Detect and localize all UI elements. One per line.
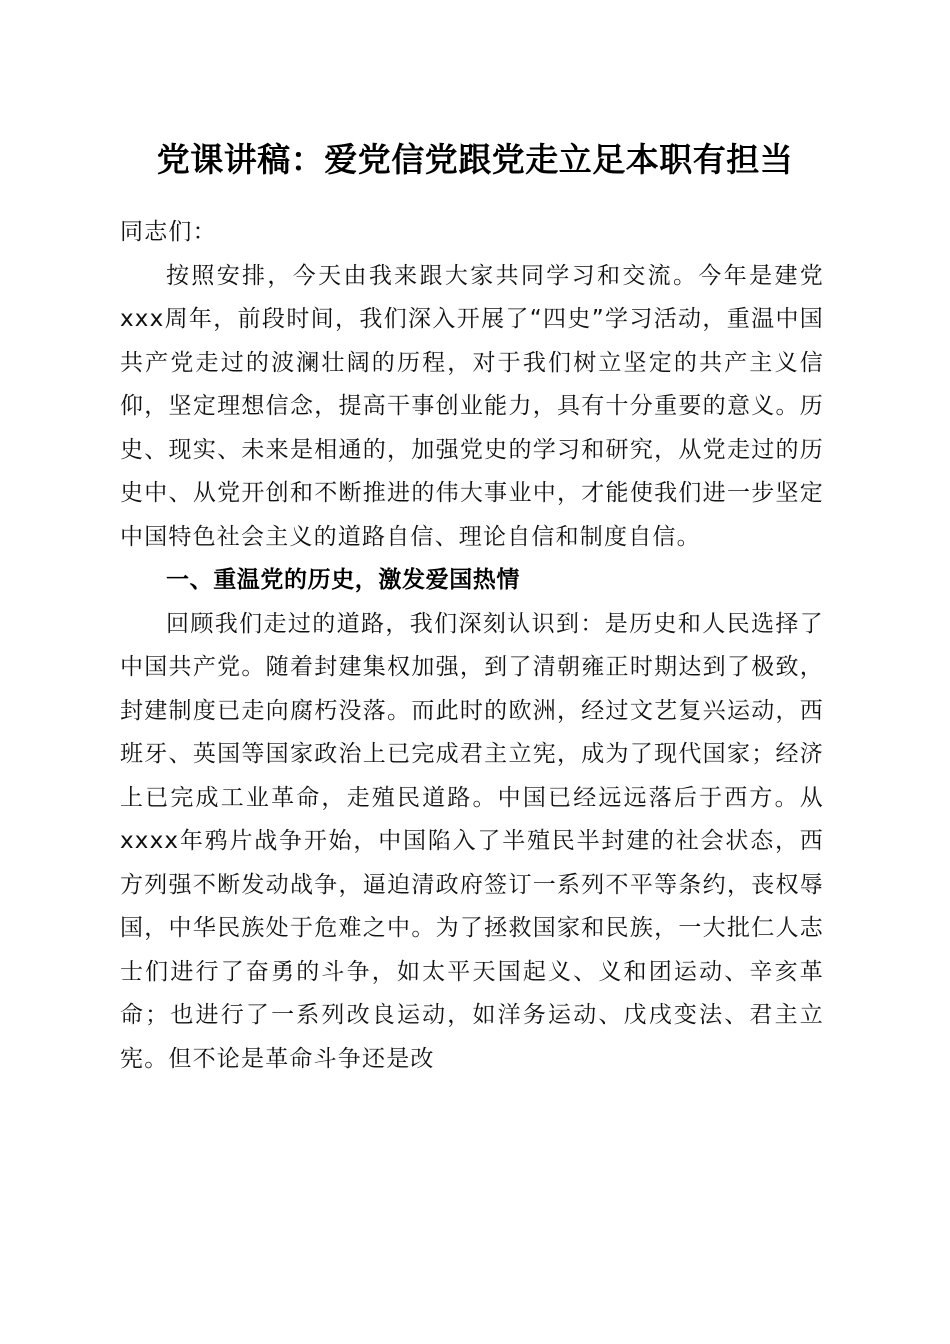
section-1-paragraph: 回顾我们走过的道路，我们深刻认识到：是历史和人民选择了中国共产党。随着封建集权加强，到了清朝雍正时期达到了极致，封建制度已走向腐朽没落。而此时的欧洲，经过文艺复兴运动，西班牙、英国等国家政治上已完成君主立宪，成为了现代国家；经济上已完成工业革命，走殖民道路。中国已经远远落后于西方。从xxxx年鸦片战争开始，中国陷入了半殖民半封建的社会状态，西方列强不断发动战争，逼迫清政府签订一系列不平等条约，丧权辱国，中华民族处于危难之中。为了拯救国家和民族，一大批仁人志士们进行了奋勇的斗争，如太平天国起义、义和团运动、辛亥革命；也进行了一系列改良运动，如洋务运动、戊戌变法、君主立宪。但不论是革命斗争还是改: [120, 610, 824, 1072]
section-heading-1: 一、重温党的历史，激发爱国热情: [166, 567, 520, 593]
intro-paragraph: 按照安排，今天由我来跟大家共同学习和交流。今年是建党xxx周年，前段时间，我们深入开展了“四史”学习活动，重温中国共产党走过的波澜壮阔的历程，对于我们树立坚定的共产主义信仰，坚定理想信念，提高干事创业能力，具有十分重要的意义。历史、现实、未来是相通的，加强党史的学习和研究，从党走过的历史中、从党开创和不断推进的伟大事业中，才能使我们进一步坚定中国特色社会主义的道路自信、理论自信和制度自信。: [120, 262, 824, 550]
document-title: 党课讲稿：爱党信党跟党走立足本职有担当: [156, 140, 794, 179]
document-body: [120, 211, 824, 1081]
salutation: 同志们：: [120, 219, 217, 245]
